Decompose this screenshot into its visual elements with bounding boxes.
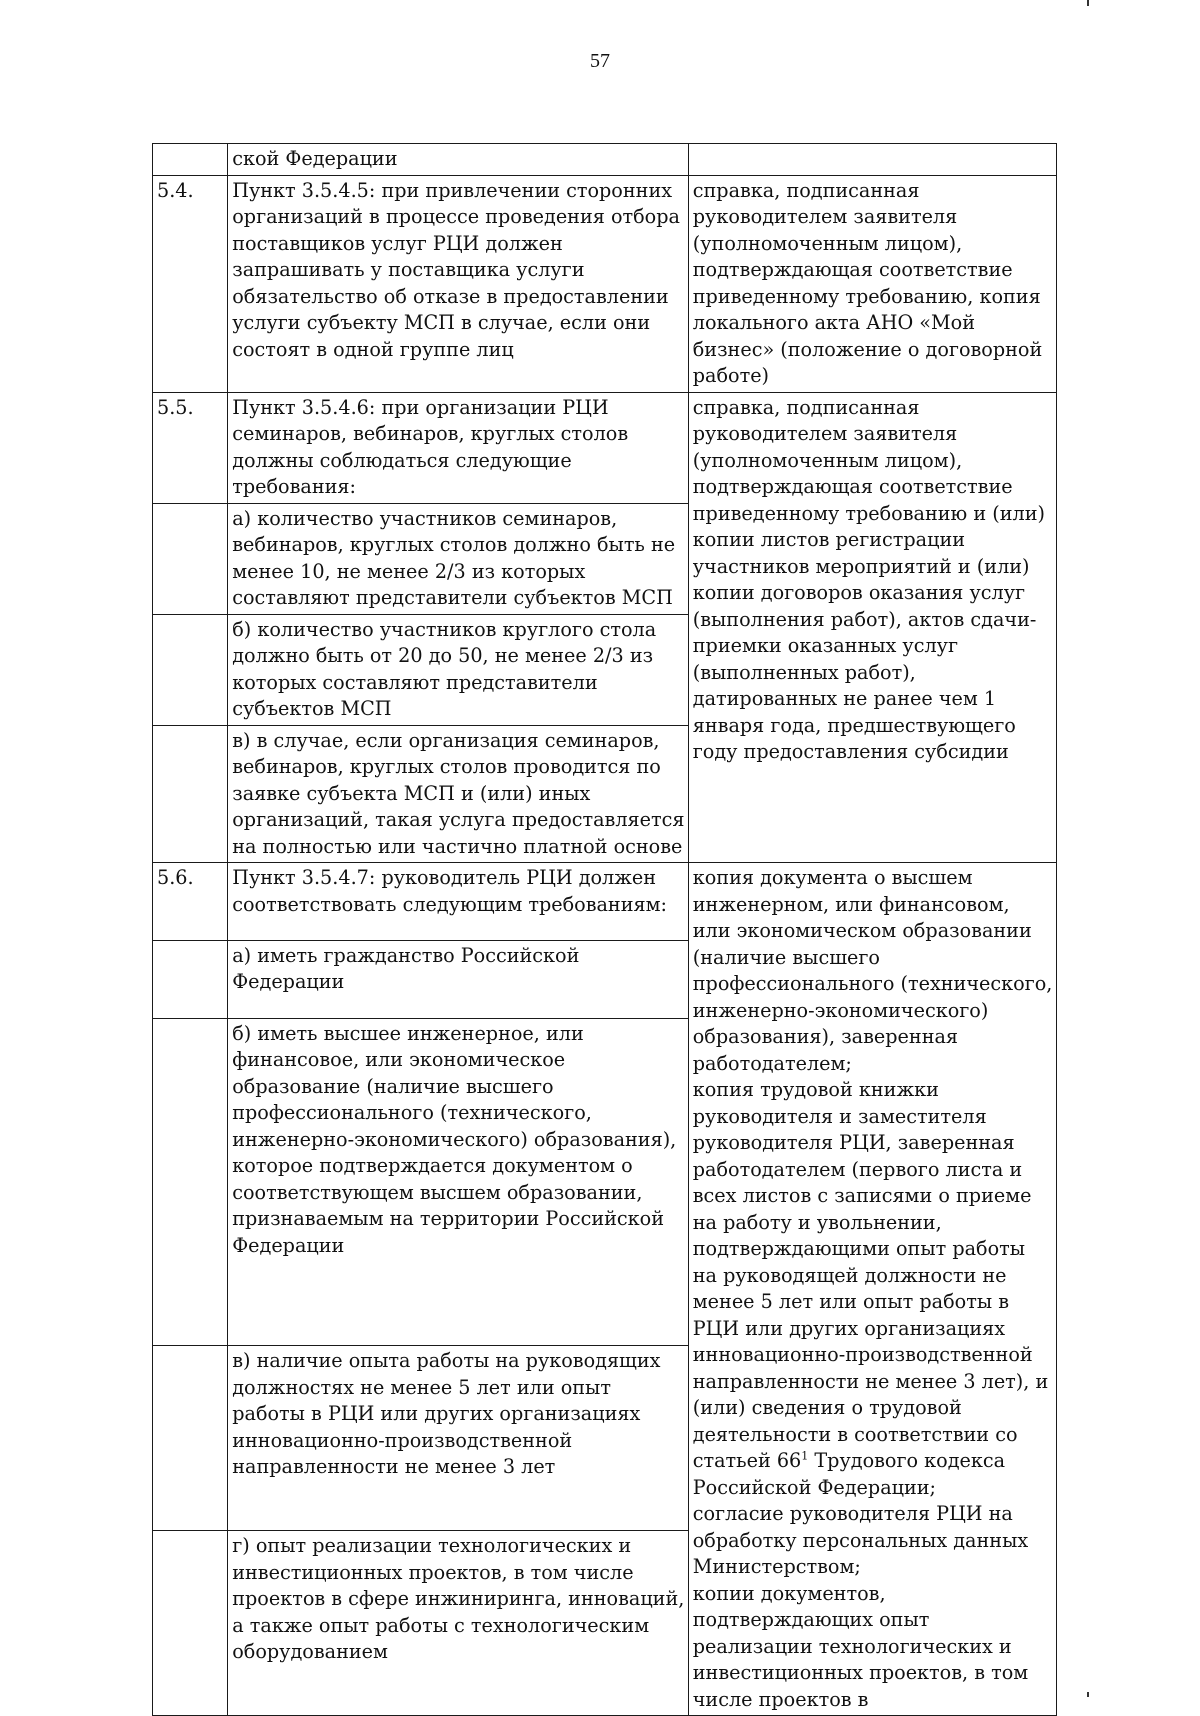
document-part: согласие руководителя РЦИ на обработку персональных данных Министерством; [692, 1502, 1029, 1578]
subitem-cell: в) наличие опыта работы на руководящих должностях не менее 5 лет или опыт работы в РЦИ или других организациях инновационно-производственной направленности не менее 3 лет [228, 1346, 689, 1531]
table-row [153, 392, 1057, 503]
row-number-cell [153, 614, 228, 725]
row-number-cell [153, 725, 228, 863]
subitem-cell: а) иметь гражданство Российской Федерации [228, 940, 689, 1018]
subitem-cell: в) в случае, если организация семинаров, вебинаров, круглых столов проводится по заявке субъекта МСП и (или) иных организаций, такая услуга предоставляется на полностью или частично платной основе [228, 725, 689, 863]
row-number-cell: 5.6. [153, 863, 228, 941]
row-number-cell [153, 940, 228, 1018]
row-number-cell: 5.4. [153, 175, 228, 392]
subitem-cell: б) количество участников круглого стола должно быть от 20 до 50, не менее 2/3 из которых составляют представители субъектов МСП [228, 614, 689, 725]
table-row [153, 863, 1057, 941]
scan-mark [1087, 1692, 1089, 1697]
document-cell [688, 863, 1056, 1716]
document-part: Трудового кодекса Российской Федерации; [692, 1449, 1006, 1499]
document-cell [688, 144, 1056, 176]
row-number-cell [153, 1531, 228, 1716]
requirement-cell: Пункт 3.5.4.5: при привлечении сторонних организаций в процессе проведения отбора поставщиков услуг РЦИ должен запрашивать у поставщика услуги обязательство об отказе в предоставлении услуги субъекту МСП в случае, если они состоят в одной группе лиц [228, 175, 689, 392]
row-number-cell: 5.5. [153, 392, 228, 503]
scan-mark [1087, 0, 1089, 6]
document-cell: справка, подписанная руководителем заявителя (уполномоченным лицом), подтверждающая соответствие приведенному требованию, копия локального акта АНО «Мой бизнес» (положение о договорной работе) [688, 175, 1056, 392]
requirement-cell: Пункт 3.5.4.7: руководитель РЦИ должен соответствовать следующим требованиям: [228, 863, 689, 941]
row-number-cell [153, 503, 228, 614]
requirement-cell: ской Федерации [228, 144, 689, 176]
subitem-cell: а) количество участников семинаров, вебинаров, круглых столов должно быть не менее 10, не менее 2/3 из которых составляют представители субъектов МСП [228, 503, 689, 614]
row-number-cell [153, 144, 228, 176]
subitem-cell: б) иметь высшее инженерное, или финансовое, или экономическое образование (наличие высшего профессионального (технического, инженерно-экономического) образования), которое подтверждается документом о соответствующем высшем образовании, признаваемым на территории Российской Федерации [228, 1018, 689, 1345]
row-number-cell [153, 1346, 228, 1531]
table-row [153, 144, 1057, 176]
row-number-cell [153, 1018, 228, 1345]
document-part: копия документа о высшем инженерном, или финансовом, или экономическом образовании (наличие высшего профессионального (технического, инженерно-экономического) образования), заверенная работодателем; [692, 866, 1053, 1075]
document-cell: справка, подписанная руководителем заявителя (уполномоченным лицом), подтверждающая соответствие приведенному требованию и (или) копии листов регистрации участников мероприятий и (или) копии договоров оказания услуг (выполнения работ), актов сдачи-приемки оказанных услуг (выполненных работ), датированных не ранее чем 1 января года, предшествующего году предоставления субсидии [688, 392, 1056, 863]
superscript: 1 [801, 1449, 809, 1463]
document-part: копии документов, подтверждающих опыт реализации технологических и инвестиционных проектов, в том числе проектов в [692, 1581, 1029, 1711]
document-part: копия трудовой книжки руководителя и заместителя руководителя РЦИ, заверенная работодателем (первого листа и всех листов с записями о приеме на работу и увольнении, подтверждающими опыт работы на руководящей должности не менее 5 лет или опыт работы в РЦИ или других организациях инновационно-производственной направленности не менее 3 лет), и (или) сведения о трудовой деятельности в соответствии со статьей 66 [692, 1078, 1049, 1472]
requirements-table [152, 143, 1057, 1716]
page-number: 57 [590, 50, 610, 72]
subitem-cell: г) опыт реализации технологических и инвестиционных проектов, в том числе проектов в сфере инжиниринга, инноваций, а также опыт работы с технологическим оборудованием [228, 1531, 689, 1716]
requirement-cell: Пункт 3.5.4.6: при организации РЦИ семинаров, вебинаров, круглых столов должны соблюдаться следующие требования: [228, 392, 689, 503]
table-row [153, 175, 1057, 392]
